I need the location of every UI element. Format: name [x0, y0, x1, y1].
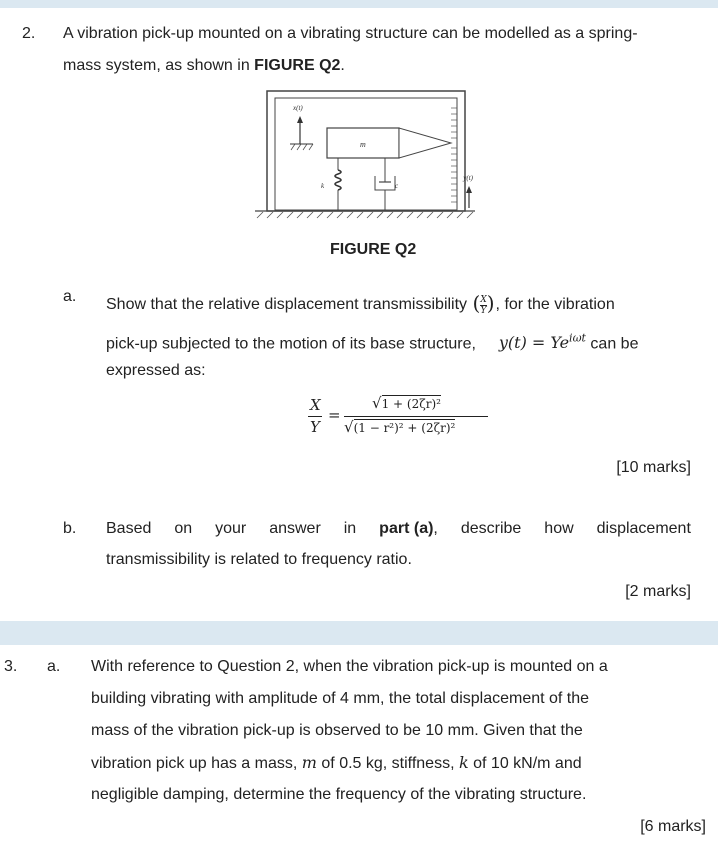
- transmissibility-ratio: ( $\frac{X}{Y}$ ): [472, 291, 495, 317]
- q2b-marks: [2 marks]: [625, 583, 691, 600]
- q2a-marks: [10 marks]: [616, 459, 691, 476]
- q3a-line1: With reference to Question 2, when the vibration pick-up is mounted on a: [91, 658, 608, 675]
- q2a-line3: expressed as:: [106, 362, 206, 379]
- formula-lhs-den: Y: [310, 418, 320, 436]
- q2-number: 2.: [22, 25, 36, 42]
- q3a-line5: negligible damping, determine the frequency of the vibrating structure.: [91, 786, 587, 803]
- base-motion-equation: $y(t) = Ye^{i\omega t}$: [498, 332, 586, 353]
- q2b-label: b.: [63, 520, 77, 537]
- top-band: [0, 0, 718, 8]
- q3a-line3: mass of the vibration pick-up is observed to be 10 mm. Given that the: [91, 722, 583, 739]
- figure-reference: FIGURE Q2: [254, 57, 341, 74]
- label-yt: y(t): [463, 174, 473, 182]
- label-xt: x(t): [293, 104, 303, 112]
- formula-denominator: √(1 − r²)² + (2ζr)²: [344, 418, 456, 436]
- scale-ticks: [451, 108, 457, 202]
- q3-number: 3.: [4, 658, 18, 675]
- formula-lhs-num: X: [310, 396, 321, 414]
- ground-hatch: [257, 212, 473, 218]
- q2a-line2: pick-up subjected to the motion of its base structure, $y(t) = Ye^{i\omega t}$ can be: [106, 332, 639, 353]
- q2a-line1: Show that the relative displacement transmissibility ( $\frac{X}{Y}$ ), for the vibration: [106, 291, 615, 317]
- q2b-line2: transmissibility is related to frequency ratio.: [106, 551, 412, 568]
- pointer-triangle: [399, 128, 451, 158]
- figure-caption: FIGURE Q2: [330, 241, 417, 258]
- yt-arrow-head: [466, 186, 472, 193]
- formula-equals: =: [328, 406, 341, 424]
- q3a-marks: [6 marks]: [640, 818, 706, 835]
- xt-arrow-head: [297, 116, 303, 123]
- q3a-line4: vibration pick up has a mass, m of 0.5 kg, stiffness, k of 10 kN/m and: [91, 753, 582, 772]
- q3a-line2: building vibrating with amplitude of 4 mm, the total displacement of the: [91, 690, 590, 707]
- q2b-line1: Based on your answer in part (a), describe how displacement: [106, 520, 691, 537]
- formula-numerator: √1 + (2ζr)²: [372, 394, 441, 412]
- section-divider-band: [0, 621, 718, 645]
- transmissibility-formula: [300, 394, 500, 454]
- q2a-label: a.: [63, 288, 77, 305]
- label-k: k: [321, 182, 325, 190]
- label-m: m: [360, 140, 366, 149]
- q2-intro-line1: A vibration pick-up mounted on a vibrating structure can be modelled as a spring-: [63, 25, 638, 42]
- spring-coil: [335, 170, 341, 190]
- label-c: c: [395, 182, 399, 190]
- figure-q2-diagram: [255, 88, 475, 223]
- q2-intro-line2: mass system, as shown in FIGURE Q2.: [63, 57, 345, 74]
- q3a-label: a.: [47, 658, 61, 675]
